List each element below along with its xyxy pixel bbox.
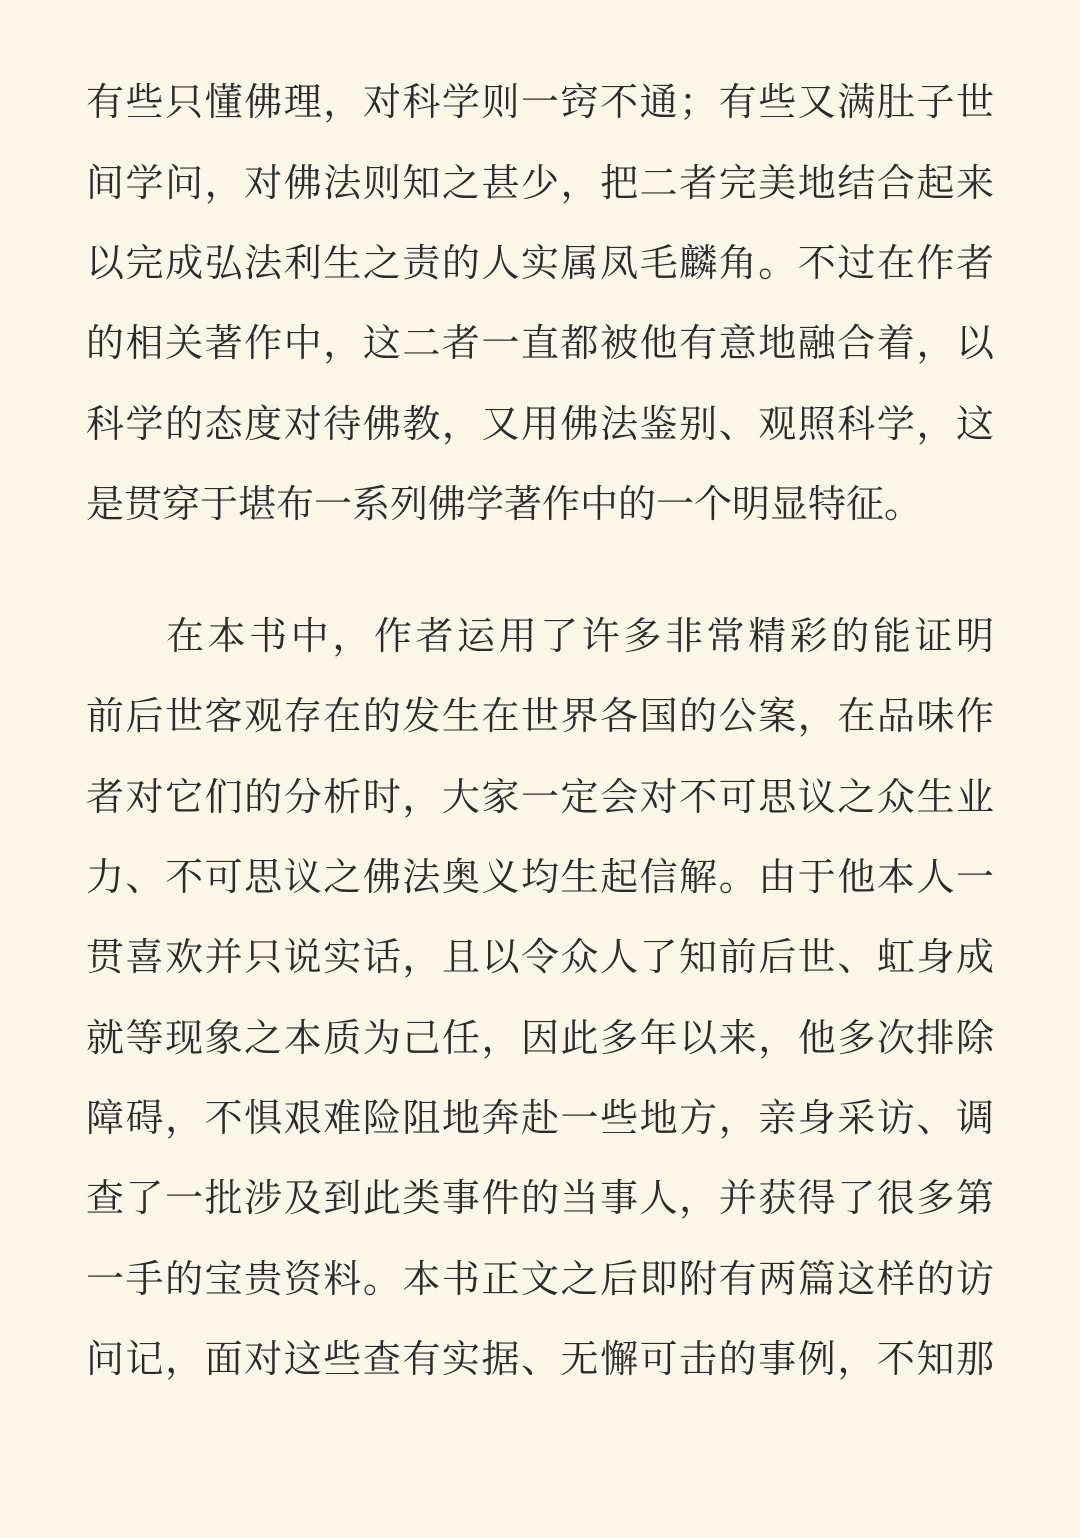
text-line: 以完成弘法利生之责的人实属凤毛麟角。不过在作者: [86, 241, 994, 285]
text-line: 一手的宝贵资料。本书正文之后即附有两篇这样的访: [86, 1257, 994, 1301]
text-line: 间学问，对佛法则知之甚少，把二者完美地结合起来: [86, 161, 994, 205]
text-line: 贯喜欢并只说实话，且以令众人了知前后世、虹身成: [86, 935, 994, 979]
text-line: 科学的态度对待佛教，又用佛法鉴别、观照科学，这: [86, 402, 994, 446]
text-line: 查了一批涉及到此类事件的当事人，并获得了很多第: [86, 1176, 994, 1220]
text-line: 问记，面对这些查有实据、无懈可击的事例，不知那: [86, 1337, 994, 1381]
text-line: 者对它们的分析时，大家一定会对不可思议之众生业: [86, 775, 994, 819]
text-line: 前后世客观存在的发生在世界各国的公案，在品味作: [86, 694, 994, 738]
text-line: 障碍，不惧艰难险阻地奔赴一些地方，亲身采访、调: [86, 1096, 994, 1140]
text-line: 就等现象之本质为己任，因此多年以来，他多次排除: [86, 1016, 994, 1060]
text-line: 有些只懂佛理，对科学则一窍不通；有些又满肚子世: [86, 80, 994, 124]
text-line: 的相关著作中，这二者一直都被他有意地融合着，以: [86, 321, 994, 365]
text-line: 在本书中，作者运用了许多非常精彩的能证明: [166, 614, 994, 658]
text-line: 力、不可思议之佛法奥义均生起信解。由于他本人一: [86, 855, 994, 899]
text-line: 是贯穿于堪布一系列佛学著作中的一个明显特征。: [86, 482, 923, 526]
